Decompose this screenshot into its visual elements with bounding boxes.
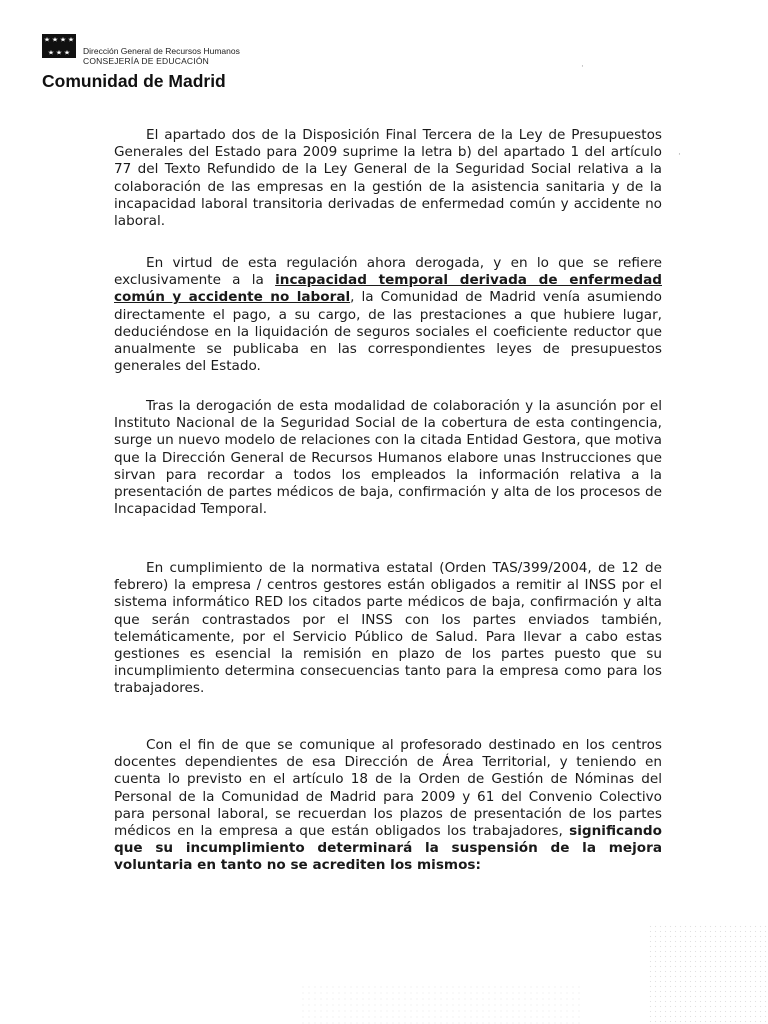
comunidad-madrid-logo: [42, 34, 76, 58]
paragraph-2-text-c: , la Comunidad de Madrid venía asumiendo directamente el pago, a su cargo, de las prestaciones a que hubiere lugar, deduciéndose en la liquidación de seguros sociales el coeficiente reductor que anualmente se publicaba en las correspondientes leyes de presupuestos generales del Estado.: [114, 289, 662, 375]
paragraph-2-text-a: En virtud de esta regulación ahora derogada, y en lo que se refiere exclusivamente a la: [114, 255, 662, 289]
paragraph-4-text: En cumplimiento de la normativa estatal (Orden TAS/399/2004, de 12 de febrero) la empresa / centros gestores están obligados a remitir al INSS por el sistema informático RED los citados parte médicos de baja, confirmación y alta que serán contrastados por el INSS con los partes enviados también, telemáticamente, por el Servicio Público de Salud. Para llevar a cabo estas gestiones es esencial la remisión en plazo de los partes puesto que su incumplimiento determina consecuencias tanto para la empresa como para los trabajadores.: [114, 560, 662, 697]
paragraph-2: [114, 255, 662, 375]
organization-title: Comunidad de Madrid: [42, 71, 226, 91]
department-block: [83, 46, 240, 66]
scan-speck: ·: [581, 62, 584, 72]
scan-noise: [648, 924, 768, 1024]
paragraph-5-emphasis: significando que su incumplimiento determinará la suspensión de la mejora voluntaria en tanto no se acrediten los mismos:: [114, 823, 662, 874]
ministry-name: CONSEJERÍA DE EDUCACIÓN: [83, 56, 209, 66]
paragraph-2-emphasis: incapacidad temporal derivada de enfermedad común y accidente no laboral: [114, 272, 662, 306]
paragraph-1: [114, 127, 662, 230]
paragraph-4: [114, 560, 662, 698]
paragraph-5: [114, 737, 662, 875]
department-name: Dirección General de Recursos Humanos: [83, 46, 240, 56]
paragraph-1-text: El apartado dos de la Disposición Final Tercera de la Ley de Presupuestos Generales del Estado para 2009 suprime la letra b) del apartado 1 del artículo 77 del Texto Refundido de la Ley General de la Seguridad Social relativa a la colaboración de las empresas en la gestión de la asistencia sanitaria y de la incapacidad laboral transitoria derivadas de enfermedad común y accidente no laboral.: [114, 127, 662, 230]
scan-speck: ·: [678, 150, 681, 160]
paragraph-5-text-a: Con el fin de que se comunique al profesorado destinado en los centros docentes dependientes de esa Dirección de Área Territorial, y teniendo en cuenta lo previsto en el artículo 18 de la Orden de Gestión de Nóminas del Personal de la Comunidad de Madrid para 2009 y 61 del Convenio Colectivo para personal laboral, se recuerdan los plazos de presentación de los partes médicos en la empresa a que están obligados los trabajadores,: [114, 737, 662, 840]
paragraph-3-text: Tras la derogación de esta modalidad de colaboración y la asunción por el Instituto Nacional de la Seguridad Social de la cobertura de esta contingencia, surge un nuevo modelo de relaciones con la citada Entidad Gestora, que motiva que la Dirección General de Recursos Humanos elabore unas Instrucciones que sirvan para recordar a todos los empleados la información relativa a la presentación de partes médicos de baja, confirmación y alta de los procesos de Incapacidad Temporal.: [114, 398, 662, 518]
paragraph-3: [114, 398, 662, 518]
scan-noise: [300, 984, 580, 1024]
